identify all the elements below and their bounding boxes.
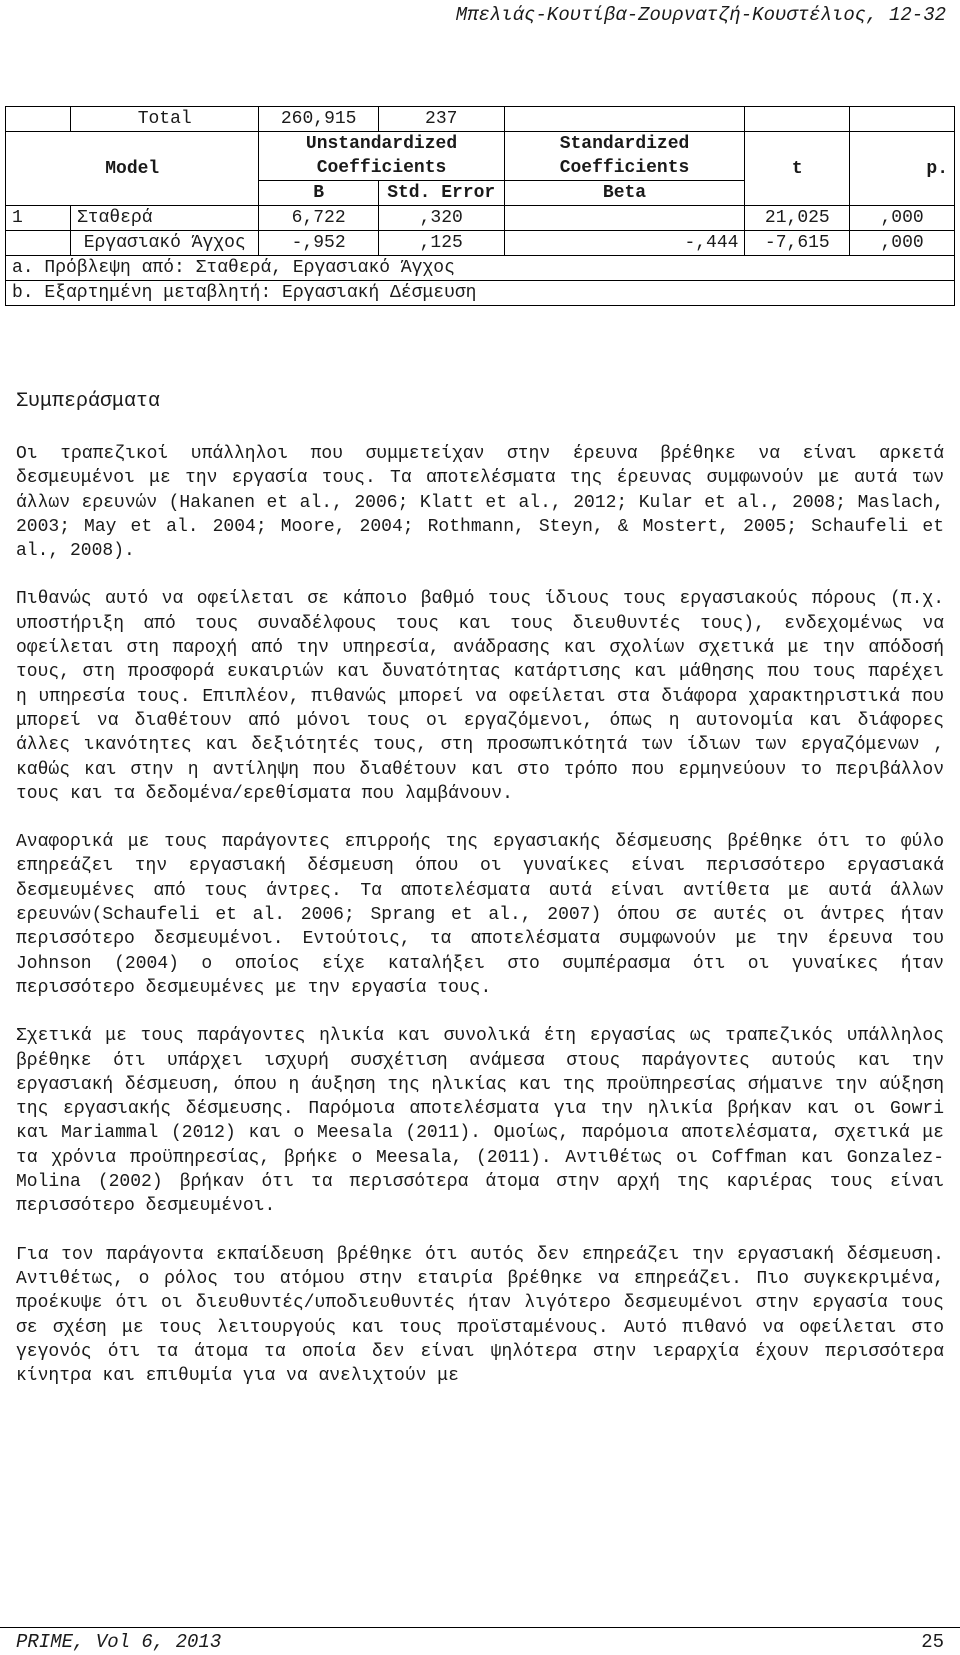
- cell-beta: -,444: [504, 231, 745, 256]
- total-label: Total: [70, 107, 259, 132]
- section-title: Συμπεράσματα: [16, 390, 161, 413]
- cell-name: Σταθερά: [70, 206, 259, 231]
- header-b: B: [259, 181, 378, 206]
- note-a: a. Πρόβλεψη από: Σταθερά, Εργασιακό Άγχος: [6, 256, 955, 281]
- cell-p: ,000: [850, 231, 955, 256]
- total-sum-sq: 260,915: [259, 107, 378, 132]
- cell-t: 21,025: [745, 206, 850, 231]
- header-std-error: Std. Error: [378, 181, 504, 206]
- cell-t: -7,615: [745, 231, 850, 256]
- header-t: t: [745, 132, 850, 206]
- header-standardized: Standardized Coefficients: [504, 132, 745, 181]
- header-model: Model: [6, 132, 259, 206]
- paragraph: Πιθανώς αυτό να οφείλεται σε κάποιο βαθμό τους ίδιους τους εργασιακούς πόρους (π.χ. υποστήριξη από τους συναδέλφους τους και τους διευθυντές τους), ενδεχομένως να οφείλεται στη παροχή από την υπηρεσία, ανάδρασης και σχολίων σχετικά με την απόδοσή τους, στη προσφορά ευκαιριών και δυνατότητας κατάρτισης και μάθησης που τους παρέχει η υπηρεσία τους. Επιπλέον, πιθανώς μπορεί να οφείλεται στα διάφορα χαρακτηριστικά που μπορεί να διαθέτουν από μόνοι τους οι εργαζόμενοι, όπως η αυτονομία και διάφορες άλλες ικανότητες και δεξιότητές τους, στη προσωπικότητά των ίδιων των εργαζόμενων , καθώς και στην η αντίληψη που διαθέτουν και στο τρόπο που ερμηνεύουν το περιβάλλον τους και τα δεδομένα/ερεθίσματα που λαμβάνουν.: [16, 589, 944, 804]
- table-note-b: [6, 281, 955, 306]
- cell-name: Εργασιακό Άγχος: [70, 231, 259, 256]
- cell-beta: [504, 206, 745, 231]
- journal-name: PRIME, Vol 6, 2013: [16, 1631, 222, 1653]
- paragraph: Σχετικά με τους παράγοντες ηλικία και συνολικά έτη εργασίας ως τραπεζικός υπάλληλος βρέθηκε ότι υπάρχει ισχυρή συσχέτιση ανάμεσα στους παράγοντες αυτούς και την εργασιακή δέσμευση, όπου η άυξηση της ηλικίας και της προϋπηρεσίας σήμαινε την αύξηση της εργασιακής δέσμευσης. Παρόμοια αποτελέσματα για την ηλικία βρήκαν και οι Gowri και Mariammal (2012) και ο Meesala (2011). Ομοίως, παρόμοια αποτελέσματα, σχετικά με τα χρόνια προϋπηρεσίας, βρήκε ο Meesala, (2011). Αντιθέτως οι Coffman και Gonzalez-Molina (2002) βρήκαν ότι τα περισσότερα άτομα στην αρχή της καριέρας τους είναι περισσότερο δεσμευμένοι.: [16, 1026, 944, 1217]
- table-note-a: [6, 256, 955, 281]
- total-df: 237: [378, 107, 504, 132]
- cell-p: ,000: [850, 206, 955, 231]
- running-title: Μπελιάς-Κουτίβα-Ζουρνατζή-Κουστέλιος, 12-32: [455, 4, 946, 26]
- page-number: 25: [921, 1631, 944, 1653]
- table-header-row-1: [6, 132, 955, 181]
- cell-model: [6, 231, 71, 256]
- footer: [16, 1631, 944, 1653]
- table-row: [6, 206, 955, 231]
- regression-table: [5, 106, 955, 306]
- header-p: p.: [850, 132, 955, 206]
- table-total-row: [6, 107, 955, 132]
- cell-model: 1: [6, 206, 71, 231]
- paragraph: Οι τραπεζικοί υπάλληλοι που συμμετείχαν στην έρευνα βρέθηκε να είναι αρκετά δεσμευμένοι με την εργασία τους. Τα αποτελέσματα της έρευνας συμφωνούν με αυτά των άλλων ερευνών (Hakanen et al., 2006; Klatt et al., 2012; Kular et al., 2008; Maslach, 2003; May et al. 2004; Moore, 2004; Rothmann, Steyn, & Mostert, 2005; Schaufeli et al., 2008).: [16, 444, 944, 562]
- cell-se: ,125: [378, 231, 504, 256]
- table-row: [6, 231, 955, 256]
- header-beta: Beta: [504, 181, 745, 206]
- paragraph: Αναφορικά με τους παράγοντες επιρροής της εργασιακής δέσμευσης βρέθηκε ότι το φύλο επηρεάζει την εργασιακή δέσμευση όπου οι γυναίκες είναι περισσότερο εργασιακά δεσμευμένες από τους άντρες. Τα αποτελέσματα αυτά είναι αντίθετα με αυτά άλλων ερευνών(Schaufeli et al. 2006; Sprang et al., 2007) όπου σε αυτές οι άντρες ήταν περισσότερο δεσμευμένοι. Εντούτοις, τα αποτελέσματα συμφωνούν με την έρευνα του Johnson (2004) ο οποίος είχε καταλήξει στο συμπέρασμα ότι οι γυναίκες ήταν περισσότερο δεσμευμένες με την εργασία τους.: [16, 832, 944, 998]
- footer-divider: [0, 1627, 960, 1628]
- header-unstandardized: Unstandardized Coefficients: [259, 132, 504, 181]
- cell-se: ,320: [378, 206, 504, 231]
- note-b: b. Εξαρτημένη μεταβλητή: Εργασιακή Δέσμευση: [6, 281, 955, 306]
- paragraph: Για τον παράγοντα εκπαίδευση βρέθηκε ότι αυτός δεν επηρεάζει την εργασιακή δέσμευση. Αντιθέτως, ο ρόλος του ατόμου στην εταιρία βρέθηκε να επηρεάζει. Πιο συγκεκριμένα, προέκυψε ότι οι διευθυντές/υποδιευθυντές ήταν λιγότερο δεσμευμένοι στην εργασία τους σε σχέση με τους λειτουργούς και τους προϊσταμένους. Αυτό πιθανό να οφείλεται στο γεγονός ότι τα άτομα τα οποία δεν είναι ψηλότερα στην ιεραρχία έχουν περισσότερα κίνητρα και επιθυμία για να ανελιχτούν με: [16, 1244, 944, 1387]
- body-text: [16, 442, 944, 1412]
- cell-b: 6,722: [259, 206, 378, 231]
- cell-b: -,952: [259, 231, 378, 256]
